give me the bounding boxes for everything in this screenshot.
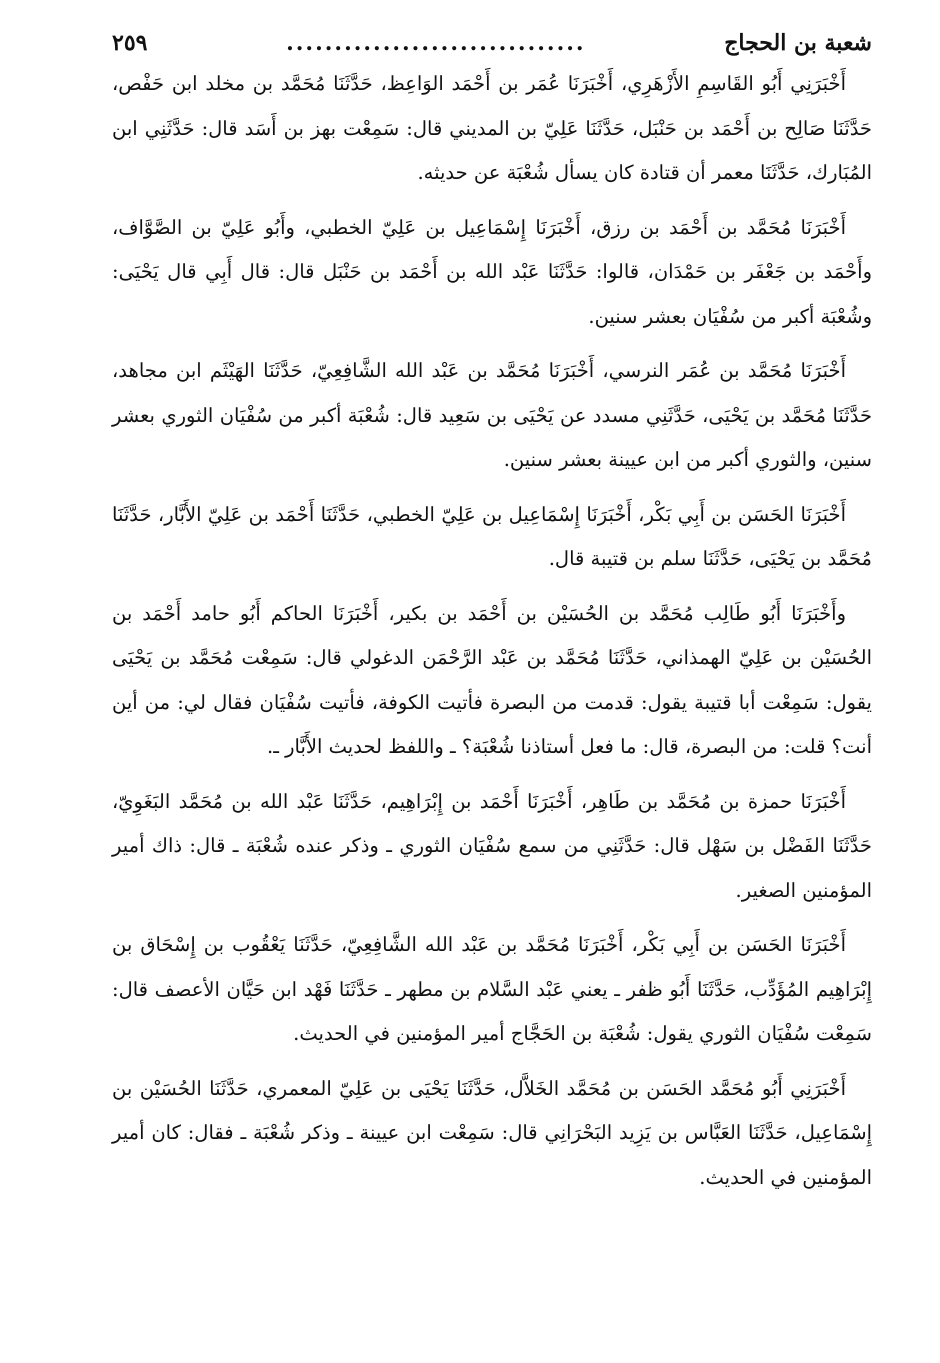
paragraph: أَخْبَرَنَا حمزة بن مُحَمَّد بن طَاهِر، أَخْبَرَنَا أَحْمَد بن إِبْرَاهِيم، حَدَّثَنَا عَبْد الله بن مُحَمَّد البَغَوِيّ، حَدَّثَنَا الفَضْل بن سَهْل قال: حَدَّثَنِي من سمع سُفْيَان الثوري ـ وذكر عنده شُعْبَة ـ قال: ذاك أمير المؤمنين الصغير. <box>112 789 872 902</box>
running-title: شعبة بن الحجاج <box>724 30 872 56</box>
paragraph: وأَخْبَرَنَا أَبُو طَالِب مُحَمَّد بن الحُسَيْن بن أَحْمَد بن بكير، أَخْبَرَنَا الحاكم أَبُو حامد أَحْمَد بن الحُسَيْن بن عَلِيّ الهمذاني، حَدَّثَنَا مُحَمَّد بن عَبْد الرَّحْمَن الدغولي قال: سَمِعْت مُحَمَّد بن يَحْيَى يقول: سَمِعْت أبا قتيبة يقول: قدمت من البصرة فأتيت الكوفة، فأتيت سُفْيَان فقال لي: من أين أنت؟ قلت: من البصرة، قال: ما فعل أستاذنا شُعْبَة؟ ـ واللفظ لحديث الأَبَّار ـ. <box>112 601 872 758</box>
paragraph: أَخْبَرَنَا مُحَمَّد بن أَحْمَد بن رزق، أَخْبَرَنَا إِسْمَاعِيل بن عَلِيّ الخطبي، وأَبُو عَلِيّ بن الصَّوَّاف، وأَحْمَد بن جَعْفَر بن حَمْدَان، قالوا: حَدَّثَنَا عَبْد الله بن أَحْمَد بن حَنْبَل قال: قال أَبِي قال يَحْيَى: وشُعْبَة أكبر من سُفْيَان بعشر سنين. <box>112 215 872 328</box>
paragraph: أَخْبَرَنَا مُحَمَّد بن عُمَر النرسي، أَخْبَرَنَا مُحَمَّد بن عَبْد الله الشَّافِعِيّ، حَدَّثَنَا الهَيْثَم ابن مجاهد، حَدَّثَنَا مُحَمَّد بن يَحْيَى، حَدَّثَنِي مسدد عن يَحْيَى بن سَعِيد قال: شُعْبَة أكبر من سُفْيَان الثوري بعشر سنين، والثوري أكبر من ابن عيينة بعشر سنين. <box>112 359 872 471</box>
paragraph: أَخْبَرَنِي أَبُو القَاسِمِ الأَزْهَرِي، أَخْبَرَنَا عُمَر بن أَحْمَد الوَاعِظ، حَدَّثَنَا مُحَمَّد بن مخلد ابن حَفْص، حَدَّثَنَا صَالِح بن أَحْمَد بن حَنْبَل، حَدَّثَنَا عَلِيّ بن المديني قال: سَمِعْت بهز بن أَسَد قال: حَدَّثَنِي ابن المُبَارك، حَدَّثَنَا معمر أن قتادة كان يسأل شُعْبَة عن حديثه. <box>112 72 872 184</box>
page-number: ٢٥٩ <box>112 30 148 56</box>
paragraph: أَخْبَرَنَا الحَسَن بن أَبِي بَكْر، أَخْبَرَنَا إِسْمَاعِيل بن عَلِيّ الخطبي، حَدَّثَنَا أَحْمَد بن عَلِيّ الأَبَّار، حَدَّثَنَا مُحَمَّد بن يَحْيَى، حَدَّثَنَا سلم بن قتيبة قال. <box>112 502 872 570</box>
running-header <box>112 26 872 62</box>
leader-dots: ............................... <box>286 30 586 56</box>
paragraph: أَخْبَرَنِي أَبُو مُحَمَّد الحَسَن بن مُحَمَّد الخَلاَّل، حَدَّثَنَا يَحْيَى بن عَلِيّ المعمري، حَدَّثَنَا الحُسَيْن بن إِسْمَاعِيل، حَدَّثَنَا العَبَّاس بن يَزِيد البَحْرَانِي قال: سَمِعْت ابن عيينة ـ وذكر شُعْبَة ـ فقال: كان أمير المؤمنين في الحديث. <box>112 1076 872 1189</box>
book-page <box>112 26 872 1210</box>
paragraph: أَخْبَرَنَا الحَسَن بن أَبِي بَكْر، أَخْبَرَنَا مُحَمَّد بن عَبْد الله الشَّافِعِيّ، حَدَّثَنَا يَعْقُوب بن إِسْحَاق بن إِبْرَاهِيم المُؤَدِّب، حَدَّثَنَا أَبُو ظفر ـ يعني عَبْد السَّلام بن مطهر ـ حَدَّثَنَا فَهْد ابن حَيَّان الأعصف قال: سَمِعْت سُفْيَان الثوري يقول: شُعْبَة بن الحَجَّاج أمير المؤمنين في الحديث. <box>112 933 872 1045</box>
